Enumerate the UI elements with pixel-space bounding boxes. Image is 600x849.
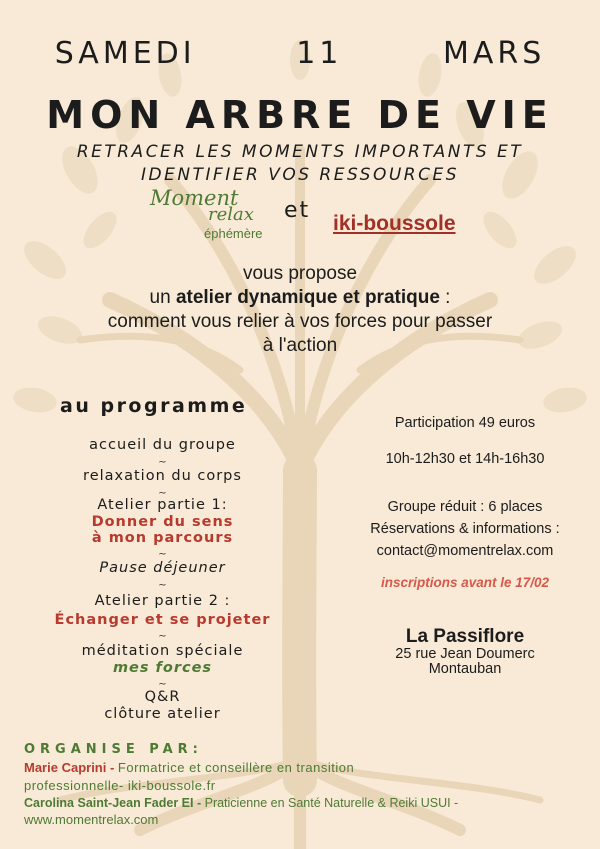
organiser-2-description: Praticienne en Santé Naturelle & Reiki USUI - (204, 796, 459, 810)
organised-by-label: ORGANISE PAR: (24, 742, 203, 757)
logo-ephemere-word: éphémère (204, 226, 263, 241)
group-size-info: Groupe réduit : 6 places (387, 499, 543, 515)
programme-item-meditation: méditation spéciale (81, 643, 244, 659)
organiser-2 (24, 796, 458, 810)
programme-separator: ~ (158, 631, 167, 642)
page-title: MON ARBRE DE VIE (46, 93, 554, 137)
programme-item-cloture: clôture atelier (104, 706, 221, 722)
et-connector: et (284, 198, 311, 223)
hours-info: 10h-12h30 et 14h-16h30 (385, 451, 545, 467)
venue-name: La Passiflore (405, 626, 525, 647)
venue-street: 25 rue Jean Doumerc (395, 646, 535, 662)
programme-item-pause: Pause déjeuner (99, 560, 226, 576)
organiser-1-description: Formatrice et conseillère en transition (117, 760, 355, 775)
programme-item-atelier-1-theme-a: Donner du sens (91, 514, 234, 530)
logo-relax-word: relax (208, 204, 254, 225)
subtitle (0, 141, 600, 187)
subtitle-line-2: IDENTIFIER VOS RESSOURCES (141, 165, 459, 185)
moment-relax-logo (150, 186, 280, 246)
organiser-2-website[interactable]: www.momentrelax.com (24, 812, 159, 827)
intro-suffix: : (439, 287, 451, 308)
programme-title: au programme (60, 395, 248, 417)
programme-item-qr: Q&R (144, 689, 181, 705)
programme-item-atelier-1-theme-b: à mon parcours (91, 530, 234, 546)
intro-bold: atelier dynamique et pratique (175, 287, 440, 308)
venue-city: Montauban (428, 661, 502, 677)
price-info: Participation 49 euros (394, 415, 536, 431)
organiser-1 (24, 760, 354, 775)
organiser-1-name: Marie Caprini - (24, 760, 118, 775)
intro-line-2 (0, 286, 600, 310)
organiser-2-name: Carolina Saint-Jean Fader EI - (24, 796, 205, 810)
intro-line-4: à l'action (262, 335, 338, 356)
contact-email[interactable]: contact@momentrelax.com (376, 543, 554, 559)
organiser-1-website[interactable]: professionnelle- iki-boussole.fr (24, 778, 216, 793)
intro-prefix: un (149, 287, 176, 308)
subtitle-line-1: RETRACER LES MOMENTS IMPORTANTS ET (76, 142, 524, 162)
programme-item-atelier-2-theme: Échanger et se projeter (54, 612, 271, 628)
iki-boussole-logo: iki-boussole (333, 212, 456, 235)
programme-separator: ~ (158, 488, 167, 499)
programme-item-relaxation: relaxation du corps (83, 468, 242, 484)
programme-item-atelier-1: Atelier partie 1: (97, 497, 228, 513)
reservations-label: Réservations & informations : (370, 521, 560, 537)
programme-separator: ~ (158, 549, 167, 560)
programme-separator: ~ (158, 457, 167, 468)
intro-line-1: vous propose (242, 263, 358, 284)
programme-item-meditation-theme: mes forces (112, 660, 213, 676)
logo-moment-word: Moment (150, 186, 239, 210)
registration-deadline: inscriptions avant le 17/02 (380, 575, 550, 590)
programme-item-accueil: accueil du groupe (89, 437, 236, 453)
programme-separator: ~ (158, 580, 167, 591)
programme-item-atelier-2: Atelier partie 2 : (94, 593, 231, 609)
programme-separator: ~ (158, 679, 167, 690)
intro-line-3: comment vous relier à vos forces pour passer (107, 311, 493, 332)
intro-text (0, 262, 600, 358)
event-date: SAMEDI 11 MARS (54, 36, 546, 71)
